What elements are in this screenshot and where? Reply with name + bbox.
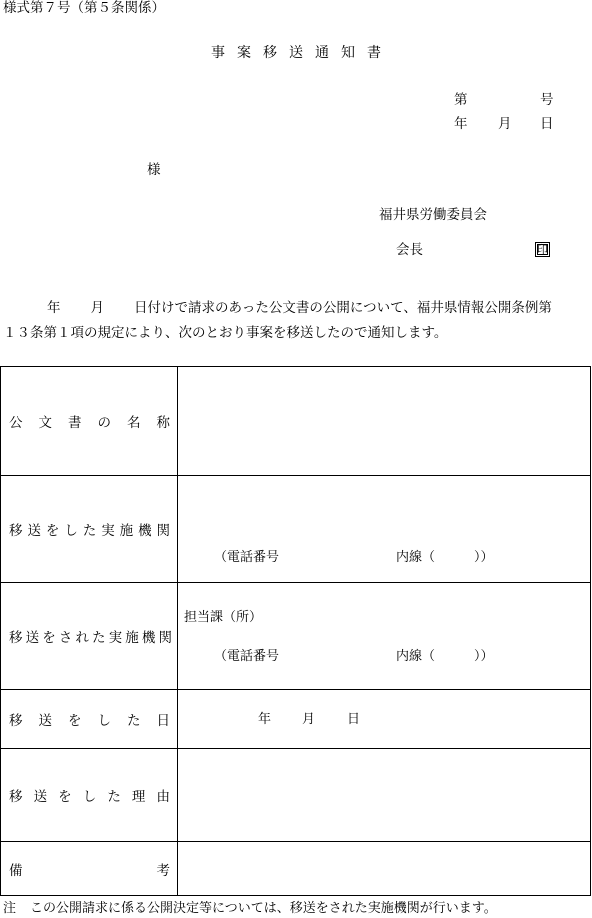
issuer-organization: 福井県労働委員会 xyxy=(379,207,487,223)
footnote-marker: 注 xyxy=(3,901,17,916)
transfer-date-year: 年 xyxy=(258,712,272,727)
field-receiving-agency[interactable] xyxy=(178,583,591,690)
label-text: 備 考 xyxy=(9,862,170,879)
footnote xyxy=(3,902,497,915)
label-text: 移 送 を し た 実 施 機 関 xyxy=(9,523,170,539)
label-text: 公 文 書 の 名 称 xyxy=(9,415,170,431)
seal-stamp: 印 xyxy=(537,243,548,256)
recipient-suffix: 様 xyxy=(147,162,161,178)
body-text-line2: １３条第１項の規定により、次のとおり事案を移送したので通知します。 xyxy=(3,325,448,341)
form-table xyxy=(0,366,591,896)
receiving-phone-label: （電話番号 xyxy=(214,649,280,664)
transferring-extension: 内線（ ）） xyxy=(396,550,494,565)
field-transferring-agency[interactable] xyxy=(178,476,591,583)
label-transfer-date xyxy=(1,690,178,749)
field-transfer-reason[interactable] xyxy=(178,749,591,842)
receiving-extension: 内線（ ）） xyxy=(396,649,494,664)
label-transfer-reason xyxy=(1,749,178,842)
table-row-transferring-agency xyxy=(1,476,591,583)
label-text: 移 送 を し た 日 xyxy=(9,713,170,729)
label-text: 移 送 を し た 理 由 xyxy=(9,789,170,805)
date-year: 年 xyxy=(454,116,468,132)
body-text-line1 xyxy=(47,302,552,316)
label-text: 移 送 を さ れ た 実 施 機 関 xyxy=(9,630,172,646)
field-doc-name[interactable] xyxy=(178,367,591,476)
date-day: 日 xyxy=(540,116,554,132)
footnote-text: この公開請求に係る公開決定等については、移送をされた実施機関が行います。 xyxy=(30,901,497,916)
label-receiving-agency xyxy=(1,583,178,690)
label-transferring-agency xyxy=(1,476,178,583)
transfer-date-month: 月 xyxy=(302,712,316,727)
issuer-position: 会長 xyxy=(396,242,423,258)
body-month: 月 xyxy=(90,300,104,316)
body-year: 年 xyxy=(47,300,61,316)
transferring-phone-label: （電話番号 xyxy=(214,550,280,565)
table-row-remarks xyxy=(1,842,591,896)
date-month: 月 xyxy=(498,116,512,132)
label-remarks xyxy=(1,842,178,896)
table-row-receiving-agency xyxy=(1,583,591,690)
field-transfer-date[interactable] xyxy=(178,690,591,749)
doc-number-suffix: 号 xyxy=(540,92,554,108)
transfer-date-day: 日 xyxy=(347,712,361,727)
receiving-dept-label: 担当課（所） xyxy=(184,610,263,625)
label-doc-name xyxy=(1,367,178,476)
document-title: 事案移送通知書 xyxy=(211,45,393,61)
form-number: 様式第７号（第５条関係） xyxy=(3,0,165,16)
table-row-transfer-date xyxy=(1,690,591,749)
body-line1-rest: 日付けで請求のあった公文書の公開について、福井県情報公開条例第 xyxy=(134,300,552,316)
field-remarks[interactable] xyxy=(178,842,591,896)
doc-number-prefix: 第 xyxy=(454,92,468,108)
table-row-transfer-reason xyxy=(1,749,591,842)
table-row-doc-name xyxy=(1,367,591,476)
